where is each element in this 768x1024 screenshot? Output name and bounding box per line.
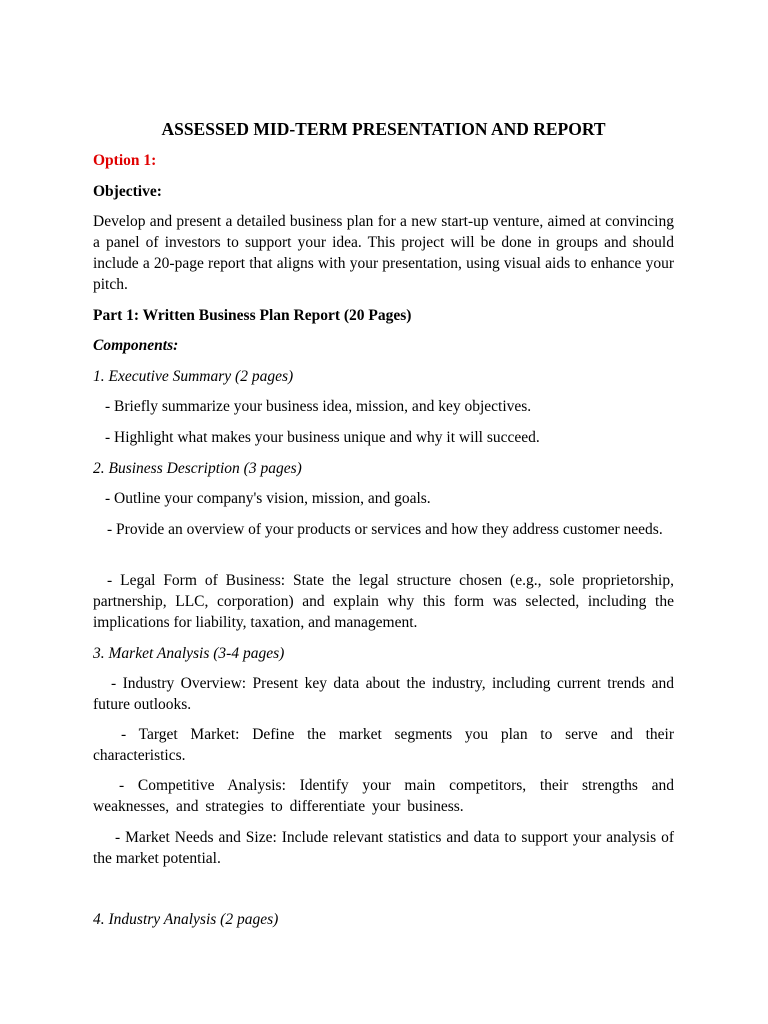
list-item: - Outline your company's vision, mission, and goals. [105,490,431,507]
list-item: - Target Market: Define the market segments you plan to serve and their characteristics. [93,726,674,764]
section-heading-business-description: 2. Business Description (3 pages) [93,460,302,477]
list-item: - Industry Overview: Present key data about the industry, including current trends and future outlooks. [93,675,674,713]
part1-heading: Part 1: Written Business Plan Report (20 Pages) [93,307,412,324]
option-label: Option 1: [93,152,157,169]
objective-heading: Objective: [93,183,162,200]
components-heading: Components: [93,337,179,354]
list-item: - Provide an overview of your products or services and how they address customer needs. [107,521,663,538]
list-item: - Highlight what makes your business unique and why it will succeed. [105,429,540,446]
document-title: ASSESSED MID-TERM PRESENTATION AND REPORT [161,119,606,139]
section-heading-market-analysis: 3. Market Analysis (3-4 pages) [93,645,285,662]
section-heading-industry-analysis: 4. Industry Analysis (2 pages) [93,911,279,928]
objective-text: Develop and present a detailed business plan for a new start-up venture, aimed at convincing a panel of investors to support your idea. This project will be done in groups and should include a 20-page report that aligns with your presentation, using visual aids to enhance your pitch. [93,213,674,293]
list-item: - Market Needs and Size: Include relevant statistics and data to support your analysis of the market potential. [93,829,674,867]
section-heading-executive-summary: 1. Executive Summary (2 pages) [93,368,294,385]
list-item: - Briefly summarize your business idea, mission, and key objectives. [105,398,532,415]
list-item: - Legal Form of Business: State the legal structure chosen (e.g., sole proprietorship, partnership, LLC, corporation) and explain why this form was selected, including the implications for liability, taxation, and management. [93,572,674,631]
list-item: - Competitive Analysis: Identify your main competitors, their strengths and weaknesses, and strategies to differentiate your business. [93,777,674,815]
